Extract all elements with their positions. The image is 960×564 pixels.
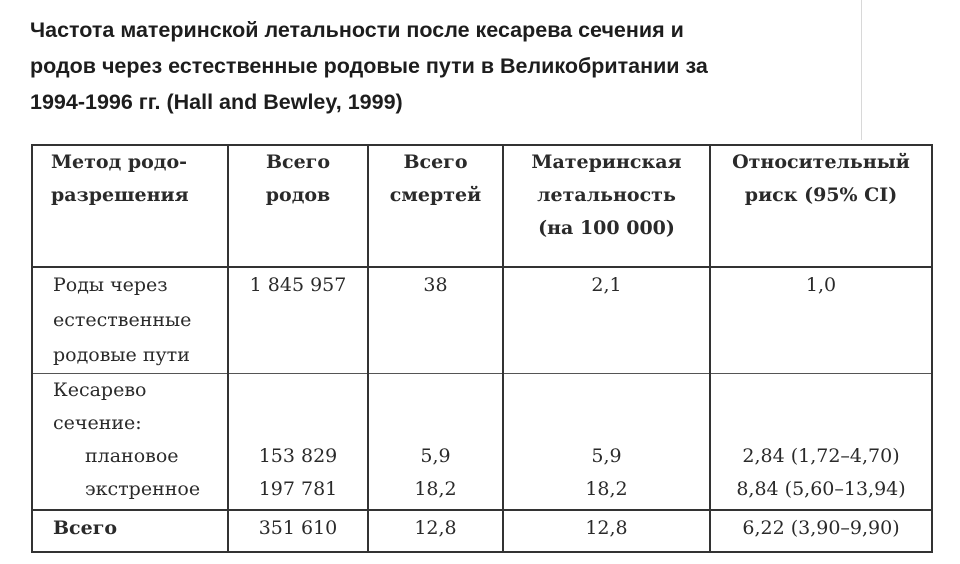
header-risk-line-2: риск (95% CI) (744, 184, 898, 206)
planned-risk: 2,84 (1,72–4,70) (742, 445, 900, 467)
header-total-births (228, 145, 368, 267)
total-risk: 6,22 (3,90–9,90) (742, 516, 900, 539)
header-risk-line-1: Относительный (732, 151, 910, 173)
document-title (30, 12, 850, 120)
header-births-line-2: родов (265, 184, 331, 206)
emergency-deaths: 18,2 (414, 478, 457, 500)
cesarean-method-line-2: сечение: (53, 412, 142, 434)
header-deaths-line-1: Всего (403, 151, 468, 173)
planned-mortality: 5,9 (591, 445, 622, 467)
header-method-line-2: разрешения (51, 184, 189, 206)
vaginal-mortality: 2,1 (591, 274, 622, 296)
table-row-cesarean (32, 374, 932, 510)
cesarean-risk-cell (710, 374, 932, 510)
header-mortality-line-1: Материнская (531, 151, 682, 173)
table-header-row (32, 145, 932, 267)
emergency-mortality: 18,2 (585, 478, 628, 500)
header-method-line-1: Метод родо- (51, 151, 188, 173)
vaginal-deaths: 38 (423, 274, 448, 296)
total-risk-cell (710, 510, 932, 552)
cesarean-births-cell (228, 374, 368, 510)
cesarean-planned-label: плановое (85, 445, 179, 467)
header-births-line-1: Всего (265, 151, 331, 173)
total-deaths: 12,8 (414, 516, 457, 539)
total-label: Всего (53, 516, 118, 539)
cesarean-method-cell (32, 374, 228, 510)
table-row-total (32, 510, 932, 552)
emergency-births: 197 781 (258, 478, 338, 500)
vaginal-risk-cell (710, 267, 932, 374)
header-method (32, 145, 228, 267)
vaginal-births-cell (228, 267, 368, 374)
total-label-cell (32, 510, 228, 552)
planned-births: 153 829 (258, 445, 338, 467)
table-row-vaginal (32, 267, 932, 374)
planned-deaths: 5,9 (420, 445, 451, 467)
header-mortality-line-2: летальность (537, 184, 676, 206)
total-mortality-cell (503, 510, 710, 552)
emergency-risk: 8,84 (5,60–13,94) (736, 478, 906, 500)
vaginal-mortality-cell (503, 267, 710, 374)
title-line-1: Частота материнской летальности после кесарева сечения и (30, 18, 684, 42)
frame-border-line (861, 0, 862, 140)
title-line-3: 1994-1996 гг. (Hall and Bewley, 1999) (30, 90, 403, 114)
cesarean-deaths-cell (368, 374, 503, 510)
header-mortality-line-3: (на 100 000) (538, 217, 675, 239)
cesarean-method-line-1: Кесарево (53, 379, 147, 401)
header-maternal-mortality (503, 145, 710, 267)
vaginal-method-line-1: Роды через (53, 274, 168, 296)
total-mortality: 12,8 (585, 516, 628, 539)
total-births: 351 610 (258, 516, 338, 539)
total-deaths-cell (368, 510, 503, 552)
cesarean-emergency-label: экстренное (85, 478, 201, 500)
header-total-deaths (368, 145, 503, 267)
total-births-cell (228, 510, 368, 552)
header-deaths-line-2: смертей (389, 184, 482, 206)
header-relative-risk (710, 145, 932, 267)
cesarean-mortality-cell (503, 374, 710, 510)
mortality-table (31, 144, 933, 553)
title-line-2: родов через естественные родовые пути в Великобритании за (30, 54, 708, 78)
vaginal-births: 1 845 957 (249, 274, 347, 296)
vaginal-deaths-cell (368, 267, 503, 374)
vaginal-method-cell (32, 267, 228, 374)
vaginal-method-line-3: родовые пути (53, 344, 190, 366)
vaginal-method-line-2: естественные (53, 309, 192, 331)
vaginal-risk: 1,0 (805, 274, 837, 296)
